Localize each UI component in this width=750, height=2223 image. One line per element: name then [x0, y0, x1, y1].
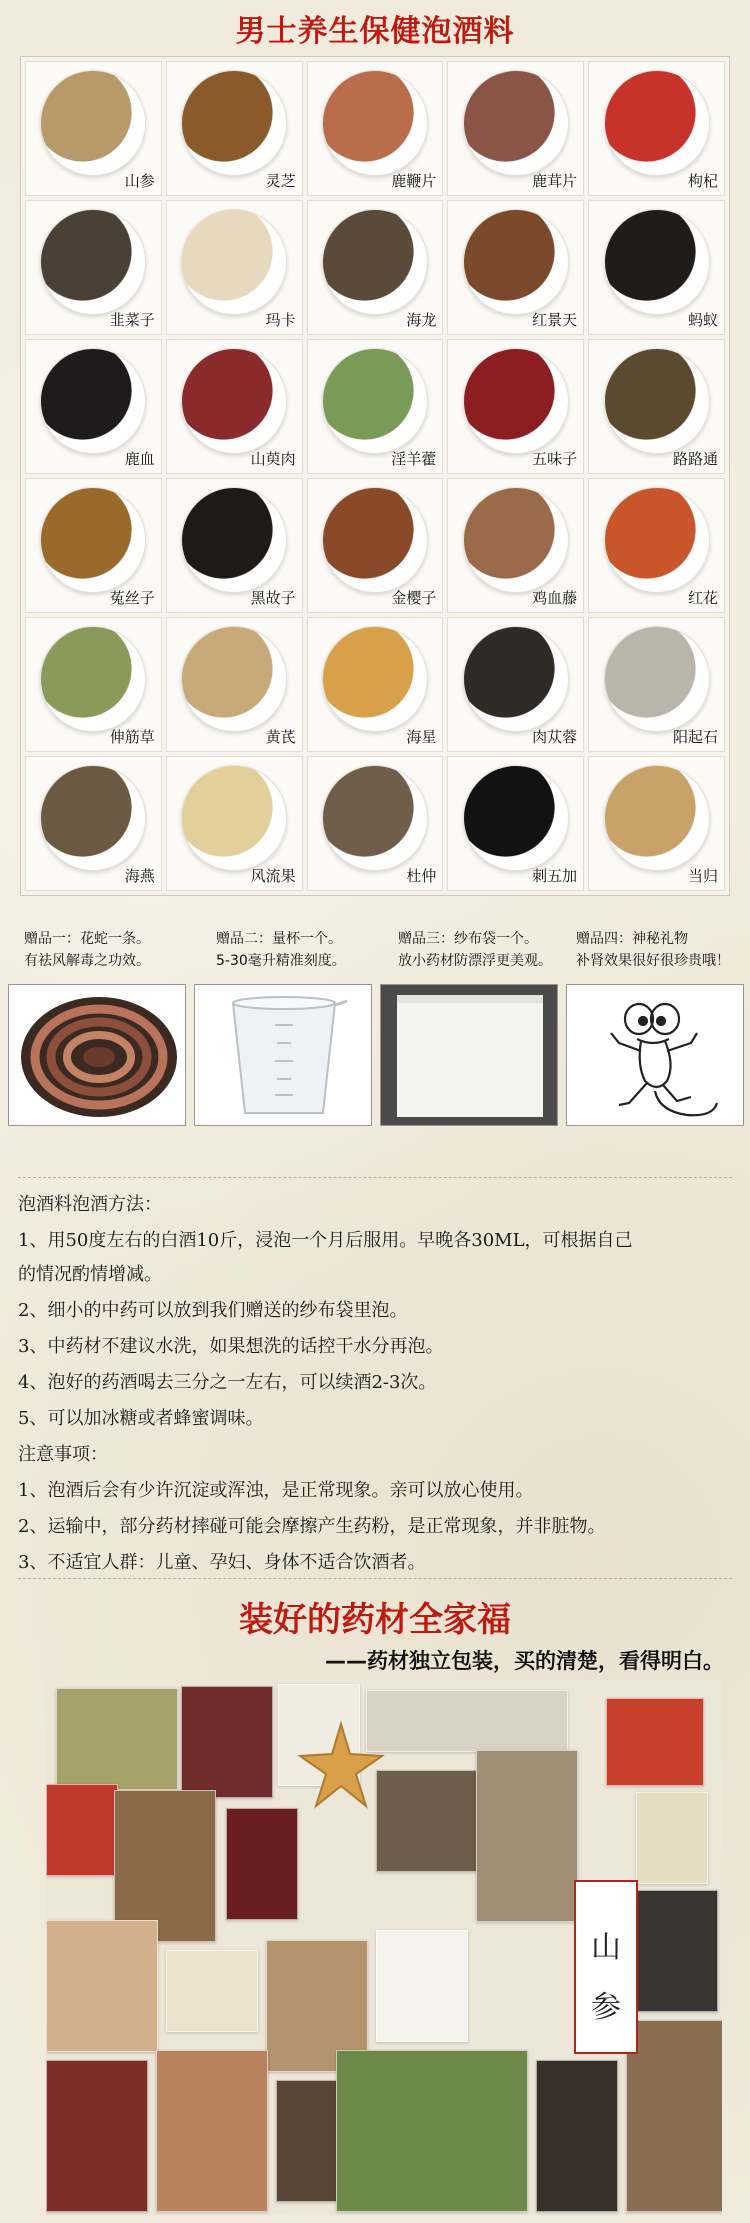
note-item: 3、不适宜人群：儿童、孕妇、身体不适合饮酒者。 [18, 1552, 426, 1573]
note-item: 1、泡酒后会有少许沉淀或浑浊，是正常现象。亲可以放心使用。 [18, 1480, 534, 1501]
herb-label: 鹿茸片 [532, 172, 578, 190]
herb-cell [447, 756, 584, 891]
herb-cell [447, 339, 584, 474]
gift-1-desc: 有祛风解毒之功效。 [24, 953, 150, 969]
bag [276, 2080, 338, 2202]
herb-cell [166, 478, 303, 613]
herb-label: 红景天 [532, 311, 578, 329]
herb-image [40, 209, 146, 315]
bag [636, 1890, 718, 2012]
instructions-heading: 泡酒料泡酒方法： [18, 1194, 162, 1215]
herb-image [604, 209, 710, 315]
gift-3-text [398, 928, 578, 972]
divider-top [18, 1177, 732, 1178]
page-title: 男士养生保健泡酒料 [235, 14, 515, 49]
herb-cell [166, 200, 303, 335]
ginseng-label-box [574, 1880, 638, 2054]
instruction-step: 2、细小的中药可以放到我们赠送的纱布袋里泡。 [18, 1300, 408, 1321]
herb-image [181, 626, 287, 732]
herb-label: 杜仲 [406, 867, 437, 885]
herb-image [463, 626, 569, 732]
note-item: 2、运输中，部分药材摔碰可能会摩擦产生药粉，是正常现象，并非脏物。 [18, 1516, 606, 1537]
gift-3-title: 赠品三：纱布袋一个。 [398, 931, 538, 947]
bag [56, 1688, 178, 1790]
herb-image [322, 70, 428, 176]
herb-label: 淫羊藿 [391, 450, 437, 468]
herb-image [322, 765, 428, 871]
gift-gauze-bag-image [380, 984, 558, 1126]
herb-cell [166, 617, 303, 752]
herb-cell [166, 756, 303, 891]
herb-label: 海燕 [124, 867, 155, 885]
herb-label: 红花 [687, 589, 718, 607]
herb-label: 玛卡 [265, 311, 296, 329]
herb-cell [25, 617, 162, 752]
instruction-step: 的情况酌情增减。 [18, 1264, 162, 1285]
notes-heading: 注意事项： [18, 1444, 108, 1465]
bag [536, 2060, 618, 2212]
herb-image [322, 626, 428, 732]
herb-cell [25, 61, 162, 196]
herb-cell [588, 478, 725, 613]
herb-cell [25, 200, 162, 335]
herb-cell [166, 61, 303, 196]
gift-4-title: 赠品四：神秘礼物 [576, 931, 688, 947]
herb-image [463, 70, 569, 176]
bag [626, 2020, 722, 2212]
ginseng-label-char: 山 [591, 1930, 621, 1965]
herb-label: 菟丝子 [109, 589, 155, 607]
herb-cell [25, 756, 162, 891]
bag [376, 1930, 468, 2042]
bag [336, 2050, 528, 2212]
instruction-step: 4、泡好的药酒喝去三分之一左右，可以续酒2-3次。 [18, 1372, 437, 1393]
bag [46, 2060, 148, 2212]
herb-label: 海龙 [406, 311, 437, 329]
herb-label: 鹿鞭片 [391, 172, 437, 190]
herb-image [463, 209, 569, 315]
herb-label: 风流果 [250, 867, 296, 885]
bag [46, 1784, 118, 1876]
herb-image [604, 765, 710, 871]
family-photo [46, 1680, 722, 2215]
herb-image [463, 487, 569, 593]
herb-cell [447, 61, 584, 196]
herb-cell [588, 617, 725, 752]
family-title: 装好的药材全家福 [239, 1600, 511, 1640]
herb-cell [447, 478, 584, 613]
herb-label: 金樱子 [391, 589, 437, 607]
bag [156, 2050, 268, 2212]
herb-label: 鸡血藤 [532, 589, 578, 607]
herb-image [322, 487, 428, 593]
bag [606, 1698, 704, 1786]
herb-image [181, 765, 287, 871]
herb-grid [20, 56, 730, 896]
herb-cell [588, 339, 725, 474]
gift-measuring-cup-image [194, 984, 372, 1126]
bag [226, 1808, 298, 1920]
herb-image [604, 348, 710, 454]
gift-4-text [576, 928, 750, 972]
gift-1-text [24, 928, 204, 972]
herb-cell [307, 61, 444, 196]
herb-cell [588, 61, 725, 196]
bag [46, 1920, 158, 2052]
gift-2-text [216, 928, 396, 972]
herb-image [463, 765, 569, 871]
herb-label: 当归 [687, 867, 718, 885]
herb-image [40, 487, 146, 593]
gift-2-desc: 5-30毫升精准刻度。 [216, 953, 346, 969]
herb-image [40, 348, 146, 454]
gift-2-title: 赠品二：量杯一个。 [216, 931, 342, 947]
herb-label: 鹿血 [124, 450, 155, 468]
herb-image [181, 348, 287, 454]
herb-label: 肉苁蓉 [532, 728, 578, 746]
herb-cell [25, 339, 162, 474]
herb-cell [307, 339, 444, 474]
gift-mystery-image [566, 984, 744, 1126]
herb-label: 灵芝 [265, 172, 296, 190]
herb-label: 伸筋草 [109, 728, 155, 746]
herb-label: 五味子 [532, 450, 578, 468]
bag [376, 1770, 478, 1872]
bag [636, 1792, 708, 1884]
herb-image [604, 487, 710, 593]
herb-image [181, 487, 287, 593]
herb-image [322, 209, 428, 315]
herb-image [40, 765, 146, 871]
herb-cell [25, 478, 162, 613]
bag [181, 1686, 273, 1798]
gift-snake-image [8, 984, 186, 1126]
bag [166, 1950, 258, 2032]
family-subtitle: ——药材独立包装，买的清楚，看得明白。 [325, 1649, 724, 1673]
herb-image [40, 70, 146, 176]
herb-cell [307, 200, 444, 335]
herb-cell [307, 478, 444, 613]
herb-label: 刺五加 [532, 867, 578, 885]
instruction-step: 3、中药材不建议水洗，如果想洗的话控干水分再泡。 [18, 1336, 444, 1357]
herb-image [604, 70, 710, 176]
herb-cell [447, 617, 584, 752]
herb-cell [447, 200, 584, 335]
herb-image [40, 626, 146, 732]
herb-image [181, 209, 287, 315]
herb-label: 枸杞 [687, 172, 718, 190]
herb-label: 山参 [124, 172, 155, 190]
bag [476, 1750, 578, 1922]
herb-label: 海星 [406, 728, 437, 746]
herb-label: 韭菜子 [109, 311, 155, 329]
instruction-step: 1、用50度左右的白酒10斤，浸泡一个月后服用。早晚各30ML，可根据自己 [18, 1230, 633, 1251]
herb-image [604, 626, 710, 732]
herb-cell [307, 617, 444, 752]
herb-cell [166, 339, 303, 474]
ginseng-label-char: 参 [591, 1990, 621, 2025]
gift-1-title: 赠品一：花蛇一条。 [24, 931, 150, 947]
herb-cell [588, 756, 725, 891]
herb-cell [588, 200, 725, 335]
herb-label: 路路通 [672, 450, 718, 468]
starfish-icon [296, 1720, 386, 1810]
gifts-text-row [20, 928, 730, 974]
gift-3-desc: 放小药材防漂浮更美观。 [398, 953, 552, 969]
herb-label: 阳起石 [672, 728, 718, 746]
herb-image [181, 70, 287, 176]
instruction-step: 5、可以加冰糖或者蜂蜜调味。 [18, 1408, 264, 1429]
herb-label: 黑故子 [250, 589, 296, 607]
herb-image [322, 348, 428, 454]
herb-cell [307, 756, 444, 891]
herb-label: 蚂蚁 [687, 311, 718, 329]
gift-4-desc: 补肾效果很好很珍贵哦！ [576, 953, 730, 969]
herb-image [463, 348, 569, 454]
herb-label: 黄芪 [265, 728, 296, 746]
herb-label: 山萸肉 [250, 450, 296, 468]
bag [366, 1690, 568, 1752]
divider-bottom [18, 1578, 732, 1579]
